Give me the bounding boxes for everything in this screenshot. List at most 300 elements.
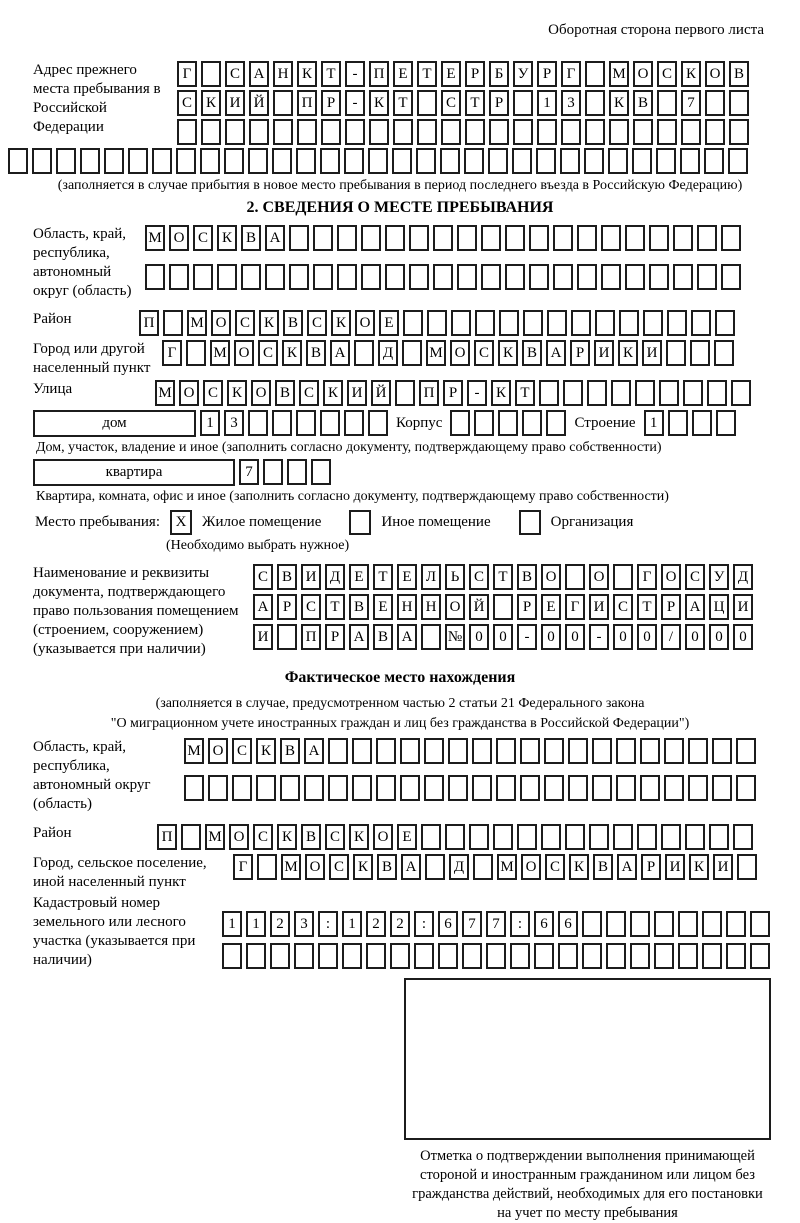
- char-box[interactable]: О: [234, 340, 254, 366]
- char-box[interactable]: [520, 775, 540, 801]
- char-box[interactable]: [400, 775, 420, 801]
- char-box[interactable]: [643, 310, 663, 336]
- char-box[interactable]: С: [299, 380, 319, 406]
- char-box[interactable]: [232, 775, 252, 801]
- char-box[interactable]: [673, 264, 693, 290]
- char-box[interactable]: В: [633, 90, 653, 116]
- char-box[interactable]: Р: [277, 594, 297, 620]
- char-box[interactable]: О: [169, 225, 189, 251]
- char-box[interactable]: [193, 264, 213, 290]
- char-box[interactable]: С: [232, 738, 252, 764]
- char-box[interactable]: С: [329, 854, 349, 880]
- char-box[interactable]: [546, 410, 566, 436]
- char-box[interactable]: [712, 775, 732, 801]
- char-box[interactable]: [640, 738, 660, 764]
- char-box[interactable]: [584, 148, 604, 174]
- char-box[interactable]: [457, 225, 477, 251]
- char-box[interactable]: С: [225, 61, 245, 87]
- char-box[interactable]: [457, 264, 477, 290]
- other-premises-checkbox[interactable]: [349, 510, 371, 535]
- char-box[interactable]: [654, 943, 674, 969]
- char-box[interactable]: [445, 824, 465, 850]
- char-box[interactable]: М: [609, 61, 629, 87]
- char-box[interactable]: И: [589, 594, 609, 620]
- char-box[interactable]: П: [419, 380, 439, 406]
- char-box[interactable]: Б: [489, 61, 509, 87]
- char-box[interactable]: К: [569, 854, 589, 880]
- char-box[interactable]: О: [521, 854, 541, 880]
- char-box[interactable]: В: [277, 564, 297, 590]
- char-box[interactable]: О: [179, 380, 199, 406]
- char-box[interactable]: К: [277, 824, 297, 850]
- char-box[interactable]: [177, 119, 197, 145]
- char-box[interactable]: С: [441, 90, 461, 116]
- char-box[interactable]: [493, 594, 513, 620]
- char-box[interactable]: К: [353, 854, 373, 880]
- char-box[interactable]: А: [349, 624, 369, 650]
- char-box[interactable]: П: [157, 824, 177, 850]
- char-box[interactable]: [277, 624, 297, 650]
- char-box[interactable]: 2: [270, 911, 290, 937]
- char-box[interactable]: Г: [565, 594, 585, 620]
- char-box[interactable]: Е: [541, 594, 561, 620]
- char-box[interactable]: [565, 564, 585, 590]
- char-box[interactable]: [635, 380, 655, 406]
- char-box[interactable]: [440, 148, 460, 174]
- char-box[interactable]: [392, 148, 412, 174]
- char-box[interactable]: А: [304, 738, 324, 764]
- char-box[interactable]: М: [184, 738, 204, 764]
- char-box[interactable]: [595, 310, 615, 336]
- char-box[interactable]: [704, 148, 724, 174]
- char-box[interactable]: 0: [685, 624, 705, 650]
- char-box[interactable]: [721, 225, 741, 251]
- char-box[interactable]: М: [205, 824, 225, 850]
- char-box[interactable]: [616, 738, 636, 764]
- char-box[interactable]: О: [208, 738, 228, 764]
- char-box[interactable]: [534, 943, 554, 969]
- char-box[interactable]: [448, 738, 468, 764]
- char-box[interactable]: Р: [321, 90, 341, 116]
- char-box[interactable]: [421, 624, 441, 650]
- char-box[interactable]: [613, 564, 633, 590]
- char-box[interactable]: [393, 119, 413, 145]
- char-box[interactable]: [690, 340, 710, 366]
- char-box[interactable]: [385, 225, 405, 251]
- char-box[interactable]: [409, 264, 429, 290]
- char-box[interactable]: С: [177, 90, 197, 116]
- char-box[interactable]: [714, 340, 734, 366]
- char-box[interactable]: Н: [273, 61, 293, 87]
- char-box[interactable]: О: [633, 61, 653, 87]
- char-box[interactable]: 0: [709, 624, 729, 650]
- char-box[interactable]: 1: [246, 911, 266, 937]
- char-box[interactable]: [225, 119, 245, 145]
- char-box[interactable]: [489, 119, 509, 145]
- char-box[interactable]: С: [685, 564, 705, 590]
- char-box[interactable]: С: [474, 340, 494, 366]
- char-box[interactable]: К: [491, 380, 511, 406]
- char-box[interactable]: Г: [177, 61, 197, 87]
- char-box[interactable]: [241, 264, 261, 290]
- char-box[interactable]: [541, 824, 561, 850]
- char-box[interactable]: И: [642, 340, 662, 366]
- char-box[interactable]: [438, 943, 458, 969]
- char-box[interactable]: [657, 90, 677, 116]
- char-box[interactable]: Т: [321, 61, 341, 87]
- char-box[interactable]: [609, 119, 629, 145]
- char-box[interactable]: О: [229, 824, 249, 850]
- char-box[interactable]: Т: [373, 564, 393, 590]
- char-box[interactable]: [354, 340, 374, 366]
- char-box[interactable]: 6: [438, 911, 458, 937]
- char-box[interactable]: С: [613, 594, 633, 620]
- char-box[interactable]: Л: [421, 564, 441, 590]
- char-box[interactable]: Г: [637, 564, 657, 590]
- char-box[interactable]: И: [347, 380, 367, 406]
- char-box[interactable]: [637, 824, 657, 850]
- char-box[interactable]: [606, 943, 626, 969]
- char-box[interactable]: [248, 148, 268, 174]
- char-box[interactable]: [352, 775, 372, 801]
- char-box[interactable]: [712, 738, 732, 764]
- char-box[interactable]: [733, 824, 753, 850]
- char-box[interactable]: [208, 775, 228, 801]
- char-box[interactable]: [649, 225, 669, 251]
- char-box[interactable]: :: [318, 911, 338, 937]
- char-box[interactable]: [715, 310, 735, 336]
- char-box[interactable]: И: [733, 594, 753, 620]
- char-box[interactable]: С: [253, 824, 273, 850]
- char-box[interactable]: О: [445, 594, 465, 620]
- char-box[interactable]: [280, 775, 300, 801]
- char-box[interactable]: [496, 775, 516, 801]
- char-box[interactable]: [270, 943, 290, 969]
- char-box[interactable]: [181, 824, 201, 850]
- char-box[interactable]: [668, 410, 688, 436]
- char-box[interactable]: [731, 380, 751, 406]
- char-box[interactable]: 1: [537, 90, 557, 116]
- char-box[interactable]: [395, 380, 415, 406]
- char-box[interactable]: [664, 775, 684, 801]
- char-box[interactable]: О: [450, 340, 470, 366]
- char-box[interactable]: [128, 148, 148, 174]
- char-box[interactable]: О: [705, 61, 725, 87]
- char-box[interactable]: [592, 738, 612, 764]
- char-box[interactable]: М: [210, 340, 230, 366]
- char-box[interactable]: Г: [561, 61, 581, 87]
- char-box[interactable]: [625, 264, 645, 290]
- char-box[interactable]: 0: [565, 624, 585, 650]
- char-box[interactable]: [592, 775, 612, 801]
- char-box[interactable]: А: [253, 594, 273, 620]
- char-box[interactable]: [304, 775, 324, 801]
- char-box[interactable]: [587, 380, 607, 406]
- char-box[interactable]: [685, 824, 705, 850]
- char-box[interactable]: [522, 410, 542, 436]
- char-box[interactable]: Т: [417, 61, 437, 87]
- char-box[interactable]: [472, 775, 492, 801]
- char-box[interactable]: 0: [733, 624, 753, 650]
- char-box[interactable]: [691, 310, 711, 336]
- char-box[interactable]: [169, 264, 189, 290]
- char-box[interactable]: С: [253, 564, 273, 590]
- char-box[interactable]: [632, 148, 652, 174]
- char-box[interactable]: 0: [469, 624, 489, 650]
- char-box[interactable]: [563, 380, 583, 406]
- char-box[interactable]: [493, 824, 513, 850]
- char-box[interactable]: О: [541, 564, 561, 590]
- char-box[interactable]: [659, 380, 679, 406]
- char-box[interactable]: [601, 264, 621, 290]
- char-box[interactable]: [536, 148, 556, 174]
- char-box[interactable]: [488, 148, 508, 174]
- char-box[interactable]: Е: [379, 310, 399, 336]
- char-box[interactable]: Е: [441, 61, 461, 87]
- char-box[interactable]: [729, 119, 749, 145]
- char-box[interactable]: 3: [294, 911, 314, 937]
- char-box[interactable]: С: [193, 225, 213, 251]
- char-box[interactable]: [601, 225, 621, 251]
- char-box[interactable]: К: [609, 90, 629, 116]
- char-box[interactable]: [424, 775, 444, 801]
- char-box[interactable]: Н: [397, 594, 417, 620]
- char-box[interactable]: [475, 310, 495, 336]
- char-box[interactable]: К: [227, 380, 247, 406]
- char-box[interactable]: В: [373, 624, 393, 650]
- char-box[interactable]: [499, 310, 519, 336]
- char-box[interactable]: [472, 738, 492, 764]
- char-box[interactable]: [249, 119, 269, 145]
- char-box[interactable]: [337, 264, 357, 290]
- char-box[interactable]: [654, 911, 674, 937]
- char-box[interactable]: К: [369, 90, 389, 116]
- char-box[interactable]: [414, 943, 434, 969]
- char-box[interactable]: К: [259, 310, 279, 336]
- char-box[interactable]: [568, 775, 588, 801]
- char-box[interactable]: [313, 264, 333, 290]
- char-box[interactable]: [510, 943, 530, 969]
- char-box[interactable]: [750, 911, 770, 937]
- char-box[interactable]: [728, 148, 748, 174]
- char-box[interactable]: Н: [421, 594, 441, 620]
- char-box[interactable]: И: [713, 854, 733, 880]
- char-box[interactable]: Е: [349, 564, 369, 590]
- char-box[interactable]: Т: [493, 564, 513, 590]
- char-box[interactable]: [417, 119, 437, 145]
- char-box[interactable]: 7: [681, 90, 701, 116]
- char-box[interactable]: О: [251, 380, 271, 406]
- char-box[interactable]: В: [241, 225, 261, 251]
- char-box[interactable]: С: [469, 564, 489, 590]
- char-box[interactable]: [558, 943, 578, 969]
- char-box[interactable]: [427, 310, 447, 336]
- char-box[interactable]: Р: [465, 61, 485, 87]
- char-box[interactable]: [80, 148, 100, 174]
- char-box[interactable]: [201, 61, 221, 87]
- char-box[interactable]: [289, 264, 309, 290]
- char-box[interactable]: 0: [613, 624, 633, 650]
- char-box[interactable]: [520, 738, 540, 764]
- char-box[interactable]: Т: [515, 380, 535, 406]
- char-box[interactable]: В: [349, 594, 369, 620]
- char-box[interactable]: [200, 148, 220, 174]
- char-box[interactable]: А: [265, 225, 285, 251]
- char-box[interactable]: [673, 225, 693, 251]
- char-box[interactable]: Е: [397, 564, 417, 590]
- char-box[interactable]: [661, 824, 681, 850]
- char-box[interactable]: 7: [239, 459, 259, 485]
- char-box[interactable]: [265, 264, 285, 290]
- char-box[interactable]: -: [589, 624, 609, 650]
- char-box[interactable]: [328, 775, 348, 801]
- char-box[interactable]: [688, 775, 708, 801]
- char-box[interactable]: [539, 380, 559, 406]
- char-box[interactable]: [344, 410, 364, 436]
- char-box[interactable]: [505, 264, 525, 290]
- char-box[interactable]: [287, 459, 307, 485]
- char-box[interactable]: 1: [342, 911, 362, 937]
- char-box[interactable]: У: [513, 61, 533, 87]
- char-box[interactable]: [289, 225, 309, 251]
- char-box[interactable]: [462, 943, 482, 969]
- char-box[interactable]: П: [297, 90, 317, 116]
- char-box[interactable]: [369, 119, 389, 145]
- char-box[interactable]: К: [331, 310, 351, 336]
- char-box[interactable]: [697, 264, 717, 290]
- char-box[interactable]: [681, 119, 701, 145]
- char-box[interactable]: [361, 225, 381, 251]
- char-box[interactable]: С: [203, 380, 223, 406]
- char-box[interactable]: 0: [493, 624, 513, 650]
- char-box[interactable]: [585, 119, 605, 145]
- char-box[interactable]: Д: [325, 564, 345, 590]
- char-box[interactable]: [297, 119, 317, 145]
- char-box[interactable]: [656, 148, 676, 174]
- char-box[interactable]: [433, 264, 453, 290]
- char-box[interactable]: [366, 943, 386, 969]
- char-box[interactable]: [750, 943, 770, 969]
- char-box[interactable]: [248, 410, 268, 436]
- char-box[interactable]: [523, 310, 543, 336]
- char-box[interactable]: [560, 148, 580, 174]
- char-box[interactable]: [320, 148, 340, 174]
- char-box[interactable]: И: [253, 624, 273, 650]
- char-box[interactable]: [513, 119, 533, 145]
- char-box[interactable]: Й: [371, 380, 391, 406]
- char-box[interactable]: [368, 410, 388, 436]
- char-box[interactable]: С: [307, 310, 327, 336]
- char-box[interactable]: [163, 310, 183, 336]
- char-box[interactable]: [361, 264, 381, 290]
- char-box[interactable]: В: [280, 738, 300, 764]
- char-box[interactable]: [577, 225, 597, 251]
- char-box[interactable]: [184, 775, 204, 801]
- char-box[interactable]: [664, 738, 684, 764]
- char-box[interactable]: [424, 738, 444, 764]
- char-box[interactable]: [451, 310, 471, 336]
- char-box[interactable]: [433, 225, 453, 251]
- char-box[interactable]: [529, 264, 549, 290]
- char-box[interactable]: [709, 824, 729, 850]
- char-box[interactable]: Т: [465, 90, 485, 116]
- char-box[interactable]: -: [345, 61, 365, 87]
- char-box[interactable]: [345, 119, 365, 145]
- char-box[interactable]: [667, 310, 687, 336]
- char-box[interactable]: Й: [469, 594, 489, 620]
- char-box[interactable]: К: [498, 340, 518, 366]
- char-box[interactable]: [582, 911, 602, 937]
- char-box[interactable]: [481, 225, 501, 251]
- char-box[interactable]: [589, 824, 609, 850]
- char-box[interactable]: И: [225, 90, 245, 116]
- char-box[interactable]: [571, 310, 591, 336]
- char-box[interactable]: [328, 738, 348, 764]
- char-box[interactable]: В: [593, 854, 613, 880]
- char-box[interactable]: [152, 148, 172, 174]
- char-box[interactable]: [616, 775, 636, 801]
- char-box[interactable]: [716, 410, 736, 436]
- char-box[interactable]: К: [282, 340, 302, 366]
- char-box[interactable]: 2: [366, 911, 386, 937]
- char-box[interactable]: [342, 943, 362, 969]
- char-box[interactable]: [469, 824, 489, 850]
- char-box[interactable]: 0: [637, 624, 657, 650]
- char-box[interactable]: [678, 943, 698, 969]
- char-box[interactable]: 7: [486, 911, 506, 937]
- char-box[interactable]: [585, 61, 605, 87]
- char-box[interactable]: Р: [489, 90, 509, 116]
- char-box[interactable]: Д: [449, 854, 469, 880]
- char-box[interactable]: К: [297, 61, 317, 87]
- char-box[interactable]: И: [594, 340, 614, 366]
- char-box[interactable]: П: [139, 310, 159, 336]
- char-box[interactable]: [547, 310, 567, 336]
- char-box[interactable]: [465, 119, 485, 145]
- char-box[interactable]: [496, 738, 516, 764]
- char-box[interactable]: [729, 90, 749, 116]
- char-box[interactable]: [726, 943, 746, 969]
- char-box[interactable]: [450, 410, 470, 436]
- char-box[interactable]: [403, 310, 423, 336]
- char-box[interactable]: -: [467, 380, 487, 406]
- char-box[interactable]: 1: [222, 911, 242, 937]
- char-box[interactable]: [705, 119, 725, 145]
- char-box[interactable]: [633, 119, 653, 145]
- char-box[interactable]: Т: [393, 90, 413, 116]
- char-box[interactable]: 3: [224, 410, 244, 436]
- char-box[interactable]: [448, 775, 468, 801]
- char-box[interactable]: [625, 225, 645, 251]
- char-box[interactable]: [608, 148, 628, 174]
- char-box[interactable]: У: [709, 564, 729, 590]
- char-box[interactable]: [517, 824, 537, 850]
- char-box[interactable]: О: [373, 824, 393, 850]
- char-box[interactable]: С: [258, 340, 278, 366]
- char-box[interactable]: 7: [462, 911, 482, 937]
- char-box[interactable]: К: [323, 380, 343, 406]
- char-box[interactable]: -: [517, 624, 537, 650]
- char-box[interactable]: [256, 775, 276, 801]
- char-box[interactable]: Р: [325, 624, 345, 650]
- char-box[interactable]: [544, 738, 564, 764]
- char-box[interactable]: [553, 264, 573, 290]
- char-box[interactable]: 1: [644, 410, 664, 436]
- char-box[interactable]: [474, 410, 494, 436]
- char-box[interactable]: Р: [641, 854, 661, 880]
- char-box[interactable]: [464, 148, 484, 174]
- char-box[interactable]: [582, 943, 602, 969]
